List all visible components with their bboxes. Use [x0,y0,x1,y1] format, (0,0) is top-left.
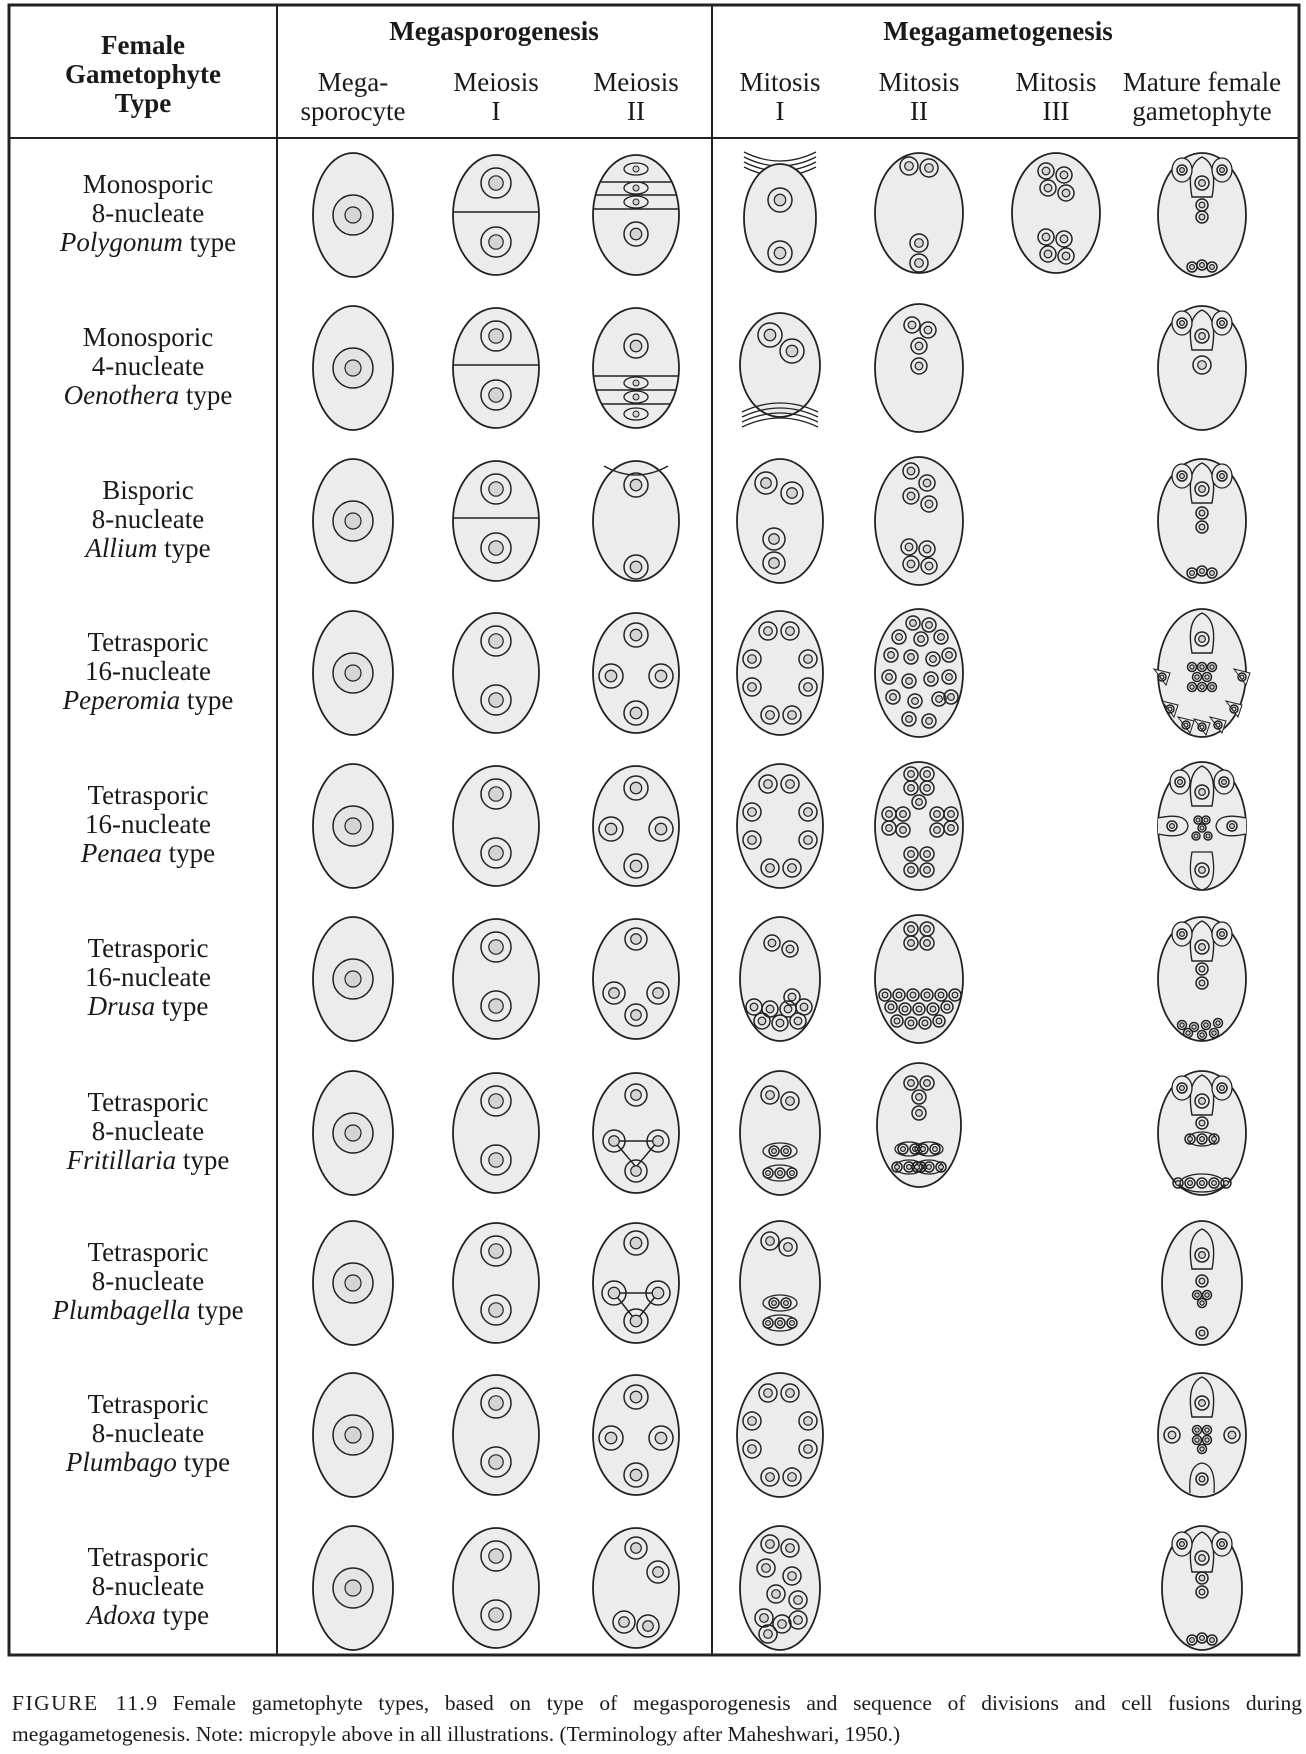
row-8-genus: Plumbagella [52,1295,191,1325]
row-3-type-name [83,533,210,563]
row-8-type-name [51,1295,243,1325]
row-7-nucleate: 8-nucleate [91,1116,205,1146]
stage-header-6-line-2: III [1042,96,1070,126]
row-6-genus: Drusa [87,991,156,1021]
row-4-spore-type: Tetrasporic [87,627,209,657]
header-megasporogenesis: Megasporogenesis [389,16,599,46]
row-1-nucleate: 8-nucleate [91,198,205,228]
header-type-line-1: Female [101,30,185,60]
row-9-nucleate: 8-nucleate [91,1418,205,1448]
row-labels [51,169,243,1630]
stage-headers [301,67,1282,126]
row-3-nucleate: 8-nucleate [91,504,205,534]
row-5-genus: Penaea [80,838,162,868]
row-5-nucleate: 16-nucleate [85,809,211,839]
row-8-drawings [313,1221,1242,1345]
figure-caption [12,1688,1302,1750]
row-1-spore-type: Monosporic [82,169,214,199]
row-9-genus: Plumbago [65,1447,177,1477]
row-2-type-name [64,380,233,410]
stage-header-2-line-1: Meiosis [453,67,539,97]
row-9-spore-type: Tetrasporic [87,1389,209,1419]
row-7-spore-type: Tetrasporic [87,1087,209,1117]
row-9-drawings [313,1373,1246,1497]
row-3-type-suffix: type [157,533,211,563]
row-7-type-suffix: type [176,1145,230,1175]
row-2-nucleate: 4-nucleate [91,351,205,381]
row-5-type-name [80,838,215,868]
row-1-drawings [313,152,1246,277]
row-8-nucleate: 8-nucleate [91,1266,205,1296]
stage-header-3-line-1: Meiosis [593,67,679,97]
stage-header-1-line-1: Mega- [317,67,389,97]
row-3-drawings [313,457,1246,585]
row-10-type-name [85,1600,209,1630]
row-7-genus: Fritillaria [66,1145,177,1175]
header-type-line-2: Gametophyte [65,59,221,89]
row-6-nucleate: 16-nucleate [85,962,211,992]
row-8-type-suffix: type [190,1295,244,1325]
row-2-type-suffix: type [179,380,233,410]
row-10-genus: Adoxa [86,1600,156,1630]
row-10-spore-type: Tetrasporic [87,1542,209,1572]
row-9-type-name [65,1447,230,1477]
row-3-genus: Allium [85,533,158,563]
header-megagametogenesis: Megagametogenesis [883,16,1113,46]
stage-header-4-line-1: Mitosis [739,67,821,97]
row-4-type-name [62,685,234,715]
stage-header-3-line-2: II [627,96,645,126]
row-8-spore-type: Tetrasporic [87,1237,209,1267]
caption-label: FIGURE 11.9 [12,1691,159,1715]
stage-header-7-line-1: Mature female [1122,67,1282,97]
stage-header-4-line-2: I [775,96,785,126]
stage-header-1-line-2: sporocyte [300,96,406,126]
row-10-nucleate: 8-nucleate [91,1571,205,1601]
row-5-drawings [313,762,1246,890]
stage-header-2-line-2: I [491,96,501,126]
header-type-line-3: Type [114,88,172,118]
row-4-genus: Peperomia [62,685,181,715]
row-6-type-suffix: type [155,991,209,1021]
cells [313,152,1250,1650]
row-2-drawings [313,304,1246,432]
caption-text: Female gametophyte types, based on type of megasporogenesis and sequence of divisions and cell fusions during megagametogenesis. Note: micropyle above in all illustrations. (Terminology after Maheshwari, 1950.) [12,1691,1302,1746]
stage-header-5-line-2: II [910,96,928,126]
row-2-genus: Oenothera [63,380,180,410]
row-9-type-suffix: type [176,1447,231,1477]
row-1-type-suffix: type [182,227,237,257]
row-6-drawings [313,915,1246,1043]
row-4-drawings [313,609,1250,737]
row-6-spore-type: Tetrasporic [87,933,209,963]
header-type-column [65,30,221,118]
row-5-type-suffix: type [161,838,216,868]
stage-header-6-line-1: Mitosis [1015,67,1097,97]
row-10-drawings [313,1526,1242,1650]
row-3-spore-type: Bisporic [102,475,194,505]
row-5-spore-type: Tetrasporic [87,780,209,810]
row-10-type-suffix: type [155,1600,210,1630]
row-6-type-name [87,991,209,1021]
row-4-type-suffix: type [180,685,234,715]
row-7-type-name [66,1145,230,1175]
row-1-type-name [59,227,236,257]
row-4-nucleate: 16-nucleate [85,656,211,686]
row-2-spore-type: Monosporic [82,322,214,352]
row-7-drawings [313,1063,1246,1195]
stage-header-5-line-1: Mitosis [878,67,960,97]
row-1-genus: Polygonum [59,227,183,257]
stage-header-7-line-2: gametophyte [1132,96,1272,126]
